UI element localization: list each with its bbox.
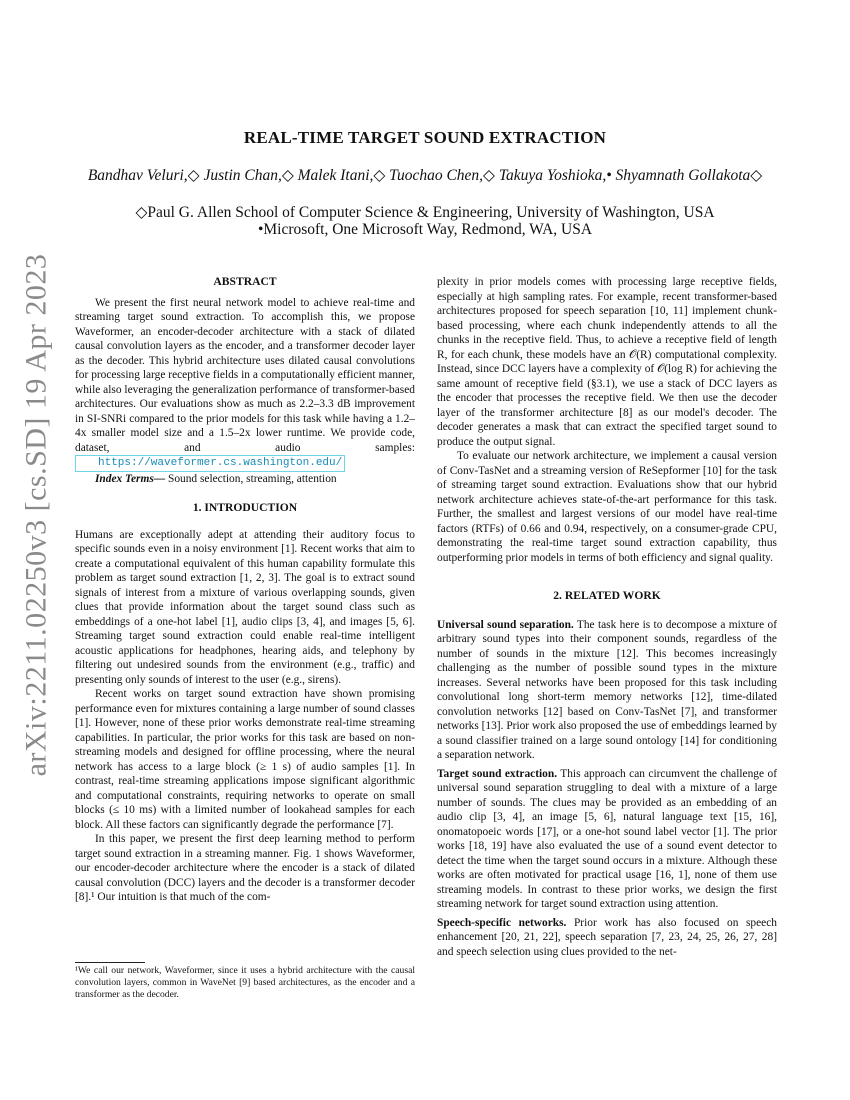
intro-continuation: plexity in prior models comes with processing large receptive fields, especially at high sampling rates. For example, recent transformer-based architectures proposed for speech separation [10, 11] implement chunk-based processing, where each chunk independently attends to all the chunks in the receptive field. Thus, to achieve a receptive field of length R, for each chunk, these models have an 𝒪(R) computational complexity. Instead, since DCC layers have a complexity of 𝒪(log R) for achieving the same amount of receptive field (§3.1), we use a stack of DCC layers as the encoder that processes the receptive field. We then use the decoder layer of the transformer architecture [8] as our model's decoder. The decoder generates a mask that can extract the specified target sound to produce the output signal. xyxy=(437,276,777,448)
related-speech-text: Prior work has also focused on speech enhancement [20, 21, 22], speech separation [7, 23, 24, 25, 26, 27, 28] and speech selection using clues provided to the net- xyxy=(437,916,777,958)
related-target-extraction xyxy=(437,767,777,912)
abstract-body xyxy=(75,296,415,472)
footnote: ¹We call our network, Waveformer, since it uses a hybrid architecture with the causal convolution layers, common in WaveNet [9] based architectures, as the encoder and a transformer as the decoder. xyxy=(75,965,415,1001)
related-target-head: Target sound extraction. xyxy=(437,767,558,780)
related-work-heading: 2. RELATED WORK xyxy=(553,589,661,602)
index-terms-text: Sound selection, streaming, attention xyxy=(165,472,337,485)
related-universal-separation xyxy=(437,618,777,763)
footnote-rule xyxy=(75,962,145,963)
related-speech-networks xyxy=(437,916,777,960)
intro-paragraph-2: Recent works on target sound extraction have shown promising performance even for mixtures containing a large number of sound classes [1]. However, none of these prior works demonstrate real-time streaming capabilities. In particular, the prior works for this task are based on non-streaming models and designed for offline processing, where the neural network has access to a large block (≥ 1 s) of audio samples [1]. In contrast, real-time streaming applications impose significant algorithmic and computational constraints, requiring networks to operate on small blocks (≤ 10 ms) with a limited number of lookahead samples for each block. All these factors can significantly degrade the performance [7]. xyxy=(75,688,415,831)
related-target-text: This approach can circumvent the challenge of universal sound separation struggling to deal with a mixture of a large number of sounds. The clues may be provided as an embedding of an audio clip [3, 4], an image [5, 6], natural language text [15, 16], onomatopoeic words [17], or a one-hot sound label vector [1]. The prior works [18, 19] have also evaluated the use of a sound event detector to detect the time when the target sound occurs in a mixture. Although these works are often motivated for practical usage [16, 1], none of them use streaming models. In contrast to these prior works, we design the first streaming network for target sound extraction using attention. xyxy=(437,767,777,910)
affiliation-microsoft: •Microsoft, One Microsoft Way, Redmond, WA, USA xyxy=(257,221,593,238)
intro-paragraph-3: In this paper, we present the first deep learning method to perform target sound extraction in a streaming manner. Fig. 1 shows Waveformer, our encoder-decoder architecture where the encoder is a stack of dilated causal convolution (DCC) layers and the decoder is a transformer decoder [8].¹ Our intuition is that much of the com- xyxy=(75,833,415,903)
related-speech-head: Speech-specific networks. xyxy=(437,916,567,929)
index-terms xyxy=(75,472,415,487)
index-terms-label: Index Terms— xyxy=(95,472,166,485)
intro-paragraph-1: Humans are exceptionally adept at attending their auditory focus to specific sounds even in a noisy environment [1]. Recent works that aim to create a computational equivalent of this human capability formulate this problem as target sound extraction [1, 2, 3]. The goal is to extract sound signals of interest from a mixture of various overlapping sounds, given clues that provide information about the target sound class such as embeddings of a one-hot label [1], audio clips [3, 4], and images [5, 6]. Streaming target sound extraction could enable real-time intelligent acoustic applications for headphones, hearing aids, and telephony by filtering out undesired sounds from the environment (e.g., traffic) and presenting only sounds of interest to the user (e.g., sirens). xyxy=(75,528,415,686)
arxiv-id: arXiv:2211.02250v3 [cs.SD] 19 Apr 2023 xyxy=(19,253,53,777)
abstract-heading: ABSTRACT xyxy=(213,275,277,288)
arxiv-stamp xyxy=(14,253,58,777)
related-universal-text: The task here is to decompose a mixture of arbitrary sound types into their component sounds, regardless of the number of sounds in the mixture [12]. This becomes increasingly challenging as the number of possible sound types in the mixture increases. Several networks have been proposed for this task including convolutional long short-term memory networks [12], time-dilated convolution networks [12] based on Conv-TasNet [7], and transformer networks [13]. Prior work also proposed the use of embeddings learned by a sound classifier trained on a large sound ontology [14] for conditioning a separation network. xyxy=(437,618,777,761)
left-column xyxy=(75,275,415,905)
right-column xyxy=(437,275,777,959)
intro-heading: 1. INTRODUCTION xyxy=(192,501,298,514)
related-universal-head: Universal sound separation. xyxy=(437,618,574,631)
evaluation-paragraph: To evaluate our network architecture, we implement a causal version of Conv-TasNet and a streaming version of ReSepformer [10] for the task of streaming target sound extraction. Evaluations show that our hybrid network architecture achieves state-of-the-art performance for this task. Further, the smallest and largest versions of our model have real-time factors (RTFs) of 0.66 and 0.94, respectively, on a consumer-grade CPU, demonstrating the real-time target sound extraction capability, thus outperforming prior models in terms of both efficiency and signal quality. xyxy=(437,450,777,564)
abstract-text: We present the first neural network model to achieve real-time and streaming target sound extraction. To accomplish this, we propose Waveformer, an encoder-decoder architecture with a stack of dilated causal convolution layers as the encoder, and a transformer decoder layer as the decoder. This hybrid architecture uses dilated causal convolutions for processing large receptive fields in a computationally efficient manner, while also leveraging the generalization performance of transformer-based architectures. Our evaluations show as much as 2.2–3.3 dB improvement in SI-SNRi compared to the prior models for this task while having a 1.2–4x smaller model size and a 1.5–2x lower runtime. We provide code, dataset, and audio samples: xyxy=(75,296,415,454)
author-list: Bandhav Veluri,◇ Justin Chan,◇ Malek Itani,◇ Tuochao Chen,◇ Takuya Yoshioka,• Shyamnath Gollakota◇ xyxy=(87,167,763,184)
project-url-link[interactable]: https://waveformer.cs.washington.edu/ xyxy=(75,455,345,472)
paper-title: REAL-TIME TARGET SOUND EXTRACTION xyxy=(243,128,607,147)
affiliation-uw: ◇Paul G. Allen School of Computer Science & Engineering, University of Washington, USA xyxy=(135,204,715,221)
